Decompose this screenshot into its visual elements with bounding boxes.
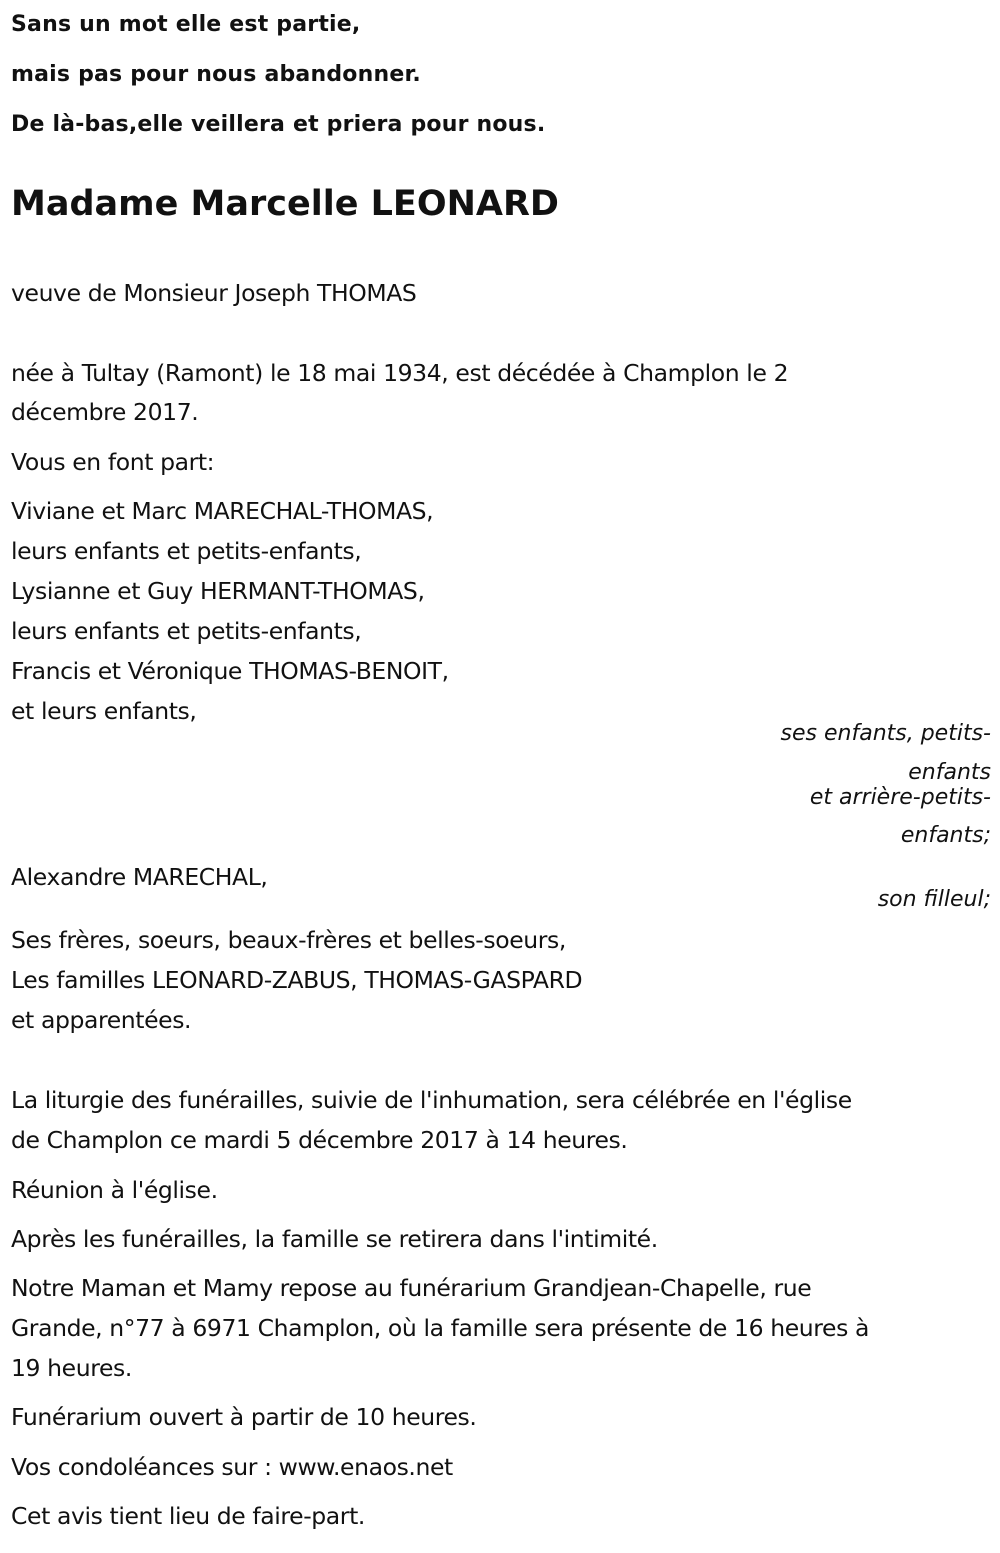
rest-line-3: 19 heures. bbox=[11, 1354, 132, 1382]
godson-line: Alexandre MARECHAL, bbox=[11, 863, 268, 891]
family-line: Lysianne et Guy HERMANT-THOMAS, bbox=[11, 577, 425, 605]
rest-line-1: Notre Maman et Mamy repose au funérarium Grandjean-Chapelle, rue bbox=[11, 1274, 812, 1302]
family-line: leurs enfants et petits-enfants, bbox=[11, 537, 362, 565]
condolences-link[interactable]: www.enaos.net bbox=[278, 1453, 453, 1481]
children-role-line: enfants bbox=[908, 760, 991, 785]
deceased-name-heading: Madame Marcelle LEONARD bbox=[11, 184, 559, 224]
funerarium-hours: Funérarium ouvert à partir de 10 heures. bbox=[11, 1403, 477, 1431]
extended-family-line: Les familles LEONARD-ZABUS, THOMAS-GASPARD bbox=[11, 966, 583, 994]
after-funeral-line: Après les funérailles, la famille se retirera dans l'intimité. bbox=[11, 1225, 658, 1253]
extended-family-line: et apparentées. bbox=[11, 1006, 192, 1034]
children-role-line: et arrière-petits- bbox=[809, 785, 991, 810]
spouse-line: veuve de Monsieur Joseph THOMAS bbox=[11, 279, 417, 307]
extended-family-line: Ses frères, soeurs, beaux-frères et belles-soeurs, bbox=[11, 926, 566, 954]
birth-death-line-2: décembre 2017. bbox=[11, 398, 199, 426]
announcement-intro: Vous en font part: bbox=[11, 448, 215, 476]
family-line: Viviane et Marc MARECHAL-THOMAS, bbox=[11, 497, 434, 525]
epitaph-line-1: Sans un mot elle est partie, bbox=[11, 12, 361, 37]
family-line: Francis et Véronique THOMAS-BENOIT, bbox=[11, 657, 449, 685]
epitaph-line-2: mais pas pour nous abandonner. bbox=[11, 62, 421, 87]
godson-role: son filleul; bbox=[877, 887, 991, 912]
condolences-prefix: Vos condoléances sur : bbox=[11, 1453, 279, 1481]
liturgy-line-1: La liturgie des funérailles, suivie de l'inhumation, sera célébrée en l'église bbox=[11, 1086, 852, 1114]
rest-line-2: Grande, n°77 à 6971 Champlon, où la famille sera présente de 16 heures à bbox=[11, 1314, 869, 1342]
family-line: leurs enfants et petits-enfants, bbox=[11, 617, 362, 645]
family-line: et leurs enfants, bbox=[11, 697, 197, 725]
condolences-line bbox=[11, 1447, 453, 1487]
birth-death-line-1: née à Tultay (Ramont) le 18 mai 1934, est décédée à Champlon le 2 bbox=[11, 359, 789, 387]
liturgy-line-2: de Champlon ce mardi 5 décembre 2017 à 14 heures. bbox=[11, 1126, 628, 1154]
children-role-line: enfants; bbox=[900, 823, 991, 848]
meeting-line: Réunion à l'église. bbox=[11, 1176, 218, 1204]
closing-line: Cet avis tient lieu de faire-part. bbox=[11, 1502, 365, 1530]
children-role-line: ses enfants, petits- bbox=[780, 721, 991, 746]
epitaph-line-3: De là-bas,elle veillera et priera pour nous. bbox=[11, 112, 546, 137]
